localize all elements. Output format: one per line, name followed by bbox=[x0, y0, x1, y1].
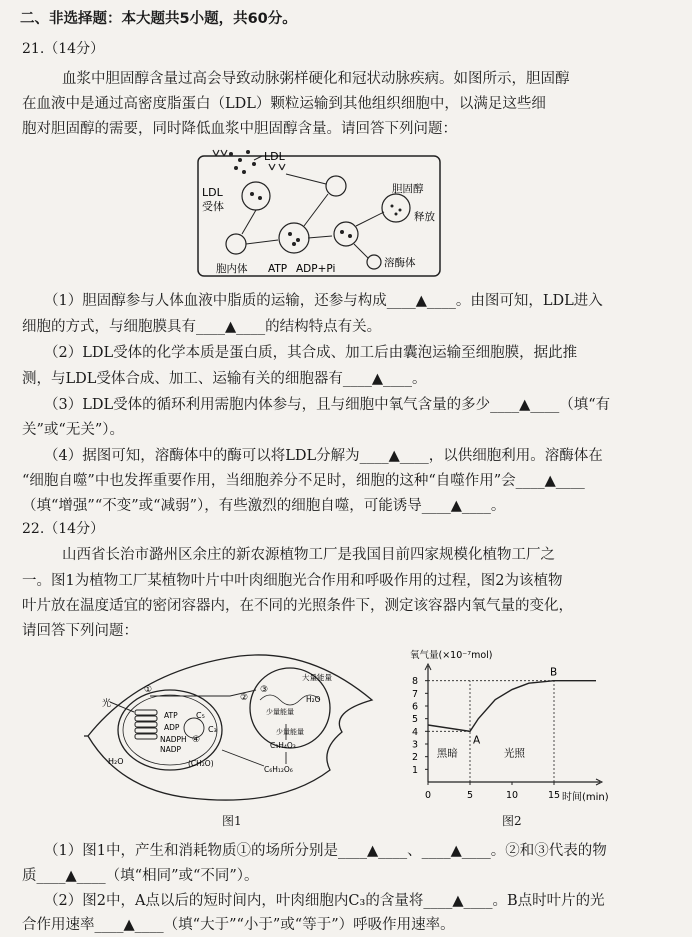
q21-question-2b: 测，与LDL受体合成、加工、运输有关的细胞器有____▲____。 bbox=[22, 371, 427, 387]
chart-ylabel: 氧气量(×10⁻⁷mol) bbox=[410, 650, 493, 661]
endosome-circle bbox=[226, 234, 246, 254]
circle-1-label: ① bbox=[144, 685, 153, 695]
coated-vesicle bbox=[242, 182, 270, 210]
x-tick-label: 10 bbox=[505, 790, 519, 801]
x-tick-label: 15 bbox=[547, 790, 561, 801]
section-title: 二、非选择题：本大题共5小题，共60分。 bbox=[20, 11, 297, 27]
pathway-arrows bbox=[242, 174, 384, 258]
q21-question-3a: （3）LDL受体的循环利用需胞内体参与，且与细胞中氧气含量的多少____▲____（填“有 bbox=[44, 397, 611, 413]
dark-label: 黑暗 bbox=[436, 747, 458, 760]
h2o-left-label: H₂O bbox=[108, 757, 124, 766]
fig2-caption: 图2 bbox=[502, 814, 522, 828]
ldl-receptor-label-2: 受体 bbox=[202, 200, 224, 213]
c3h4o3-label: C₃H₄O₃ bbox=[270, 741, 296, 750]
fig1-leaf-diagram bbox=[80, 640, 380, 810]
cholesterol-vesicle bbox=[382, 194, 410, 222]
atp-fig1-label: ATP bbox=[164, 711, 178, 720]
c5-label: C₅ bbox=[196, 711, 205, 720]
q21-question-4b: “细胞自噬”中也发挥重要作用，当细胞养分不足时，细胞的这种“自噬作用”会____▲____ bbox=[22, 473, 585, 489]
lysosome-fusion bbox=[334, 222, 358, 246]
q22-question-1b: 质____▲____（填“相同”或“不同”）。 bbox=[22, 868, 259, 884]
q21-intro-1: 血浆中胆固醇含量过高会导致动脉粥样硬化和冠状动脉疾病。如图所示，胆固醇 bbox=[62, 71, 570, 87]
c6h12o6-label: C₆H₁₂O₆ bbox=[264, 765, 293, 774]
ldl-receptor-label-1: LDL bbox=[202, 186, 223, 199]
energy-small2-label: 少量能量 bbox=[276, 728, 304, 736]
point-b-label: B bbox=[550, 666, 558, 679]
q21-question-4a: （4）据图可知，溶酶体中的酶可以将LDL分解为____▲____，以供细胞利用。溶酶体在 bbox=[44, 448, 603, 464]
q22-question-2a: （2）图2中，A点以后的短时间内，叶肉细胞内C₃的含量将____▲____。B点时叶片的光 bbox=[44, 893, 605, 909]
grana-icon bbox=[135, 710, 157, 739]
release-label: 释放 bbox=[414, 211, 435, 223]
ldl-particles bbox=[229, 150, 256, 174]
oxygen-series-line bbox=[428, 681, 596, 732]
circle-2-label: ② bbox=[240, 693, 249, 703]
y-tick-label: 7 bbox=[411, 688, 418, 700]
x-tick-label: 5 bbox=[466, 790, 474, 801]
x-tick-label: 0 bbox=[424, 790, 432, 801]
q22-intro-3: 叶片放在温度适宜的密闭容器内，在不同的光照条件下，测定该容器内氧气量的变化， bbox=[22, 598, 573, 614]
c3-label: C₃ bbox=[208, 725, 217, 734]
q21-question-2a: （2）LDL受体的化学本质是蛋白质，其合成、加工后由囊泡运输至细胞膜，据此推 bbox=[44, 345, 578, 361]
energy-small1-label: 少量能量 bbox=[266, 708, 294, 716]
h2o-mito-label: H₂O bbox=[306, 695, 321, 704]
q21-question-4c: （填“增强”“不变”或“减弱”），有些激烈的细胞自噬，可能诱导____▲____。 bbox=[22, 498, 506, 514]
point-a-label: A bbox=[473, 734, 481, 747]
fused-vesicle bbox=[279, 223, 309, 253]
ch2o-label: (CH₂O) bbox=[188, 759, 214, 768]
ldl-figure bbox=[196, 146, 444, 278]
recycling-vesicle bbox=[326, 176, 346, 196]
lysosome-circle bbox=[367, 255, 381, 269]
chart-xlabel: 时间(min) bbox=[562, 792, 609, 803]
endosome-label: 胞内体 bbox=[216, 263, 248, 275]
fig2-chart bbox=[390, 648, 630, 810]
y-tick-label: 2 bbox=[411, 752, 418, 764]
atp-label: ATP bbox=[268, 263, 288, 275]
adp-label: ADP+Pi bbox=[296, 263, 336, 275]
q21-intro-2: 在血液中是通过高密度脂蛋白（LDL）颗粒运输到其他组织细胞中，以满足这些细 bbox=[22, 96, 546, 112]
q22-question-1a: （1）图1中，产生和消耗物质①的场所分别是____▲____、____▲____。②和③代表的物 bbox=[44, 843, 607, 859]
circle-3-label: ③ bbox=[260, 685, 269, 695]
circle-4-label: ④ bbox=[192, 735, 201, 745]
y-tick-label: 8 bbox=[411, 676, 418, 688]
q21-number: 21.（14分） bbox=[22, 41, 105, 57]
y-tick-label: 5 bbox=[411, 714, 418, 726]
ldl-label: LDL bbox=[264, 150, 285, 163]
y-tick-label: 1 bbox=[411, 764, 418, 776]
fig1-caption: 图1 bbox=[222, 814, 242, 828]
q21-question-3b: 关”或“无关”）。 bbox=[22, 422, 124, 438]
q22-intro-4: 请回答下列问题： bbox=[22, 623, 138, 639]
y-tick-label: 3 bbox=[411, 739, 418, 751]
cholesterol-label: 胆固醇 bbox=[392, 183, 424, 195]
y-tick-label: 4 bbox=[411, 726, 418, 738]
q21-question-1a: （1）胆固醇参与人体血液中脂质的运输，还参与构成____▲____。由图可知，LDL进入 bbox=[44, 293, 603, 309]
light-label-chart: 光照 bbox=[504, 747, 525, 760]
q21-question-1b: 细胞的方式，与细胞膜具有____▲____的结构特点有关。 bbox=[22, 319, 382, 335]
adp-fig1-label: ADP bbox=[164, 723, 180, 732]
q22-number: 22.（14分） bbox=[22, 521, 105, 537]
energy-big-label: 大量能量 bbox=[302, 673, 332, 682]
y-tick-label: 6 bbox=[411, 701, 418, 713]
q22-question-2b: 合作用速率____▲____（填“大于”“小于”或“等于”）呼吸作用速率。 bbox=[22, 917, 455, 933]
nadph-label: NADPH bbox=[160, 735, 187, 744]
nadp-label: NADP bbox=[160, 745, 182, 754]
q22-intro-1: 山西省长治市潞州区余庄的新农源植物工厂是我国目前四家规模化植物工厂之 bbox=[62, 547, 555, 563]
q22-intro-2: 一。图1为植物工厂某植物叶片中叶肉细胞光合作用和呼吸作用的过程，图2为该植物 bbox=[22, 573, 563, 589]
q21-intro-3: 胞对胆固醇的需要，同时降低血浆中胆固醇含量。请回答下列问题： bbox=[22, 121, 457, 137]
light-label: 光 bbox=[102, 699, 112, 709]
lysosome-label: 溶酶体 bbox=[384, 257, 416, 269]
